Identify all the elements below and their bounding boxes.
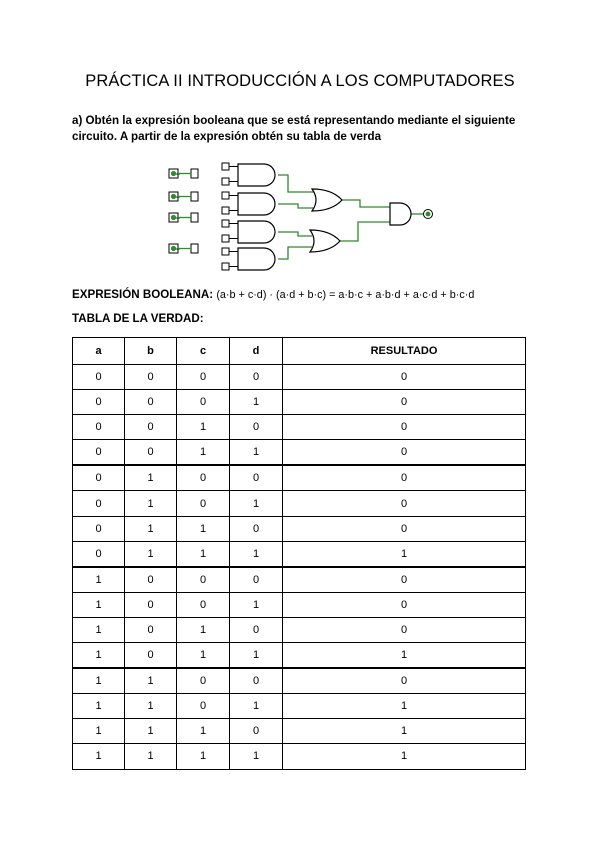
- table-cell-a: 1: [73, 567, 125, 593]
- table-cell-d: 0: [230, 668, 283, 694]
- table-cell-b: 1: [125, 694, 177, 719]
- and-gate-2: [238, 193, 275, 215]
- table-row: [73, 541, 526, 567]
- input-pin-c: [169, 213, 198, 222]
- table-cell-d: 0: [230, 465, 283, 491]
- input-pin-d: [169, 244, 198, 253]
- input-pins: [169, 169, 198, 253]
- table-cell-b: 1: [125, 668, 177, 694]
- table-cell-a: 1: [73, 592, 125, 617]
- table-row: [73, 744, 526, 769]
- table-cell-d: 1: [230, 440, 283, 466]
- table-cell-d: 1: [230, 592, 283, 617]
- truth-table-header-row: [73, 338, 526, 365]
- table-cell-c: 0: [177, 465, 230, 491]
- table-row: [73, 516, 526, 541]
- table-row: [73, 440, 526, 466]
- and-gate-4: [238, 248, 275, 270]
- table-cell-resultado: 1: [283, 541, 526, 567]
- table-cell-c: 1: [177, 719, 230, 744]
- table-cell-c: 1: [177, 440, 230, 466]
- table-cell-d: 0: [230, 567, 283, 593]
- table-row: [73, 465, 526, 491]
- table-cell-c: 0: [177, 491, 230, 516]
- table-row: [73, 668, 526, 694]
- table-cell-resultado: 0: [283, 415, 526, 440]
- table-cell-b: 0: [125, 643, 177, 669]
- table-cell-resultado: 1: [283, 719, 526, 744]
- table-cell-a: 0: [73, 465, 125, 491]
- table-cell-a: 0: [73, 491, 125, 516]
- logic-circuit-diagram: [160, 156, 450, 276]
- table-cell-resultado: 0: [283, 668, 526, 694]
- table-cell-resultado: 0: [283, 390, 526, 415]
- table-cell-a: 0: [73, 516, 125, 541]
- table-cell-resultado: 0: [283, 617, 526, 642]
- boolean-expression: [72, 288, 474, 301]
- table-cell-resultado: 0: [283, 491, 526, 516]
- table-cell-b: 0: [125, 415, 177, 440]
- table-cell-b: 1: [125, 491, 177, 516]
- table-cell-b: 0: [125, 567, 177, 593]
- header-c: c: [177, 338, 230, 365]
- input-pin-a: [169, 169, 198, 178]
- table-cell-resultado: 0: [283, 516, 526, 541]
- table-cell-b: 1: [125, 516, 177, 541]
- table-cell-c: 0: [177, 365, 230, 390]
- table-cell-c: 0: [177, 668, 230, 694]
- table-row: [73, 694, 526, 719]
- question-text: a) Obtén la expresión booleana que se está representando mediante el siguiente circuito. A partir de la expresión obtén su tabla de verda: [72, 114, 516, 143]
- table-cell-d: 0: [230, 617, 283, 642]
- table-cell-c: 1: [177, 516, 230, 541]
- table-cell-a: 0: [73, 390, 125, 415]
- truth-table-body: [73, 365, 526, 770]
- table-cell-b: 0: [125, 390, 177, 415]
- table-cell-resultado: 1: [283, 694, 526, 719]
- output-pin: [424, 210, 433, 219]
- table-row: [73, 617, 526, 642]
- header-resultado: RESULTADO: [283, 338, 526, 365]
- header-b: b: [125, 338, 177, 365]
- table-cell-resultado: 1: [283, 643, 526, 669]
- table-cell-d: 1: [230, 694, 283, 719]
- truth-table-title: TABLA DE LA VERDAD:: [72, 312, 204, 325]
- table-cell-a: 1: [73, 668, 125, 694]
- page-title: PRÁCTICA II INTRODUCCIÓN A LOS COMPUTADORES: [85, 72, 515, 90]
- table-cell-a: 1: [73, 617, 125, 642]
- table-cell-a: 1: [73, 694, 125, 719]
- table-cell-a: 1: [73, 744, 125, 769]
- table-cell-c: 0: [177, 567, 230, 593]
- table-cell-resultado: 0: [283, 592, 526, 617]
- table-row: [73, 643, 526, 669]
- table-cell-d: 0: [230, 365, 283, 390]
- truth-table: [72, 337, 526, 770]
- expression-label: EXPRESIÓN BOOLEANA:: [72, 288, 214, 301]
- table-cell-a: 0: [73, 415, 125, 440]
- table-cell-a: 1: [73, 643, 125, 669]
- table-cell-b: 1: [125, 541, 177, 567]
- table-cell-c: 1: [177, 415, 230, 440]
- table-cell-c: 1: [177, 541, 230, 567]
- final-and-gate: [390, 203, 411, 225]
- table-cell-d: 1: [230, 491, 283, 516]
- circuit-wires: [174, 174, 424, 259]
- table-cell-c: 0: [177, 592, 230, 617]
- and-gate-3: [238, 221, 275, 243]
- table-cell-resultado: 1: [283, 744, 526, 769]
- table-row: [73, 390, 526, 415]
- table-cell-resultado: 0: [283, 440, 526, 466]
- table-row: [73, 719, 526, 744]
- table-row: [73, 491, 526, 516]
- table-cell-d: 0: [230, 415, 283, 440]
- table-cell-b: 1: [125, 744, 177, 769]
- header-a: a: [73, 338, 125, 365]
- table-cell-d: 1: [230, 643, 283, 669]
- table-cell-c: 0: [177, 390, 230, 415]
- table-row: [73, 567, 526, 593]
- table-cell-d: 1: [230, 541, 283, 567]
- table-cell-b: 0: [125, 440, 177, 466]
- or-gate-1: [312, 189, 342, 211]
- expression-value: (a·b + c·d) · (a·d + b·c) = a·b·c + a·b·d + a·c·d + b·c·d: [216, 289, 475, 301]
- and-gate-1: [238, 164, 275, 186]
- or-gate-2: [310, 230, 340, 252]
- table-cell-c: 1: [177, 744, 230, 769]
- table-cell-d: 1: [230, 390, 283, 415]
- table-cell-resultado: 0: [283, 365, 526, 390]
- table-cell-b: 1: [125, 719, 177, 744]
- table-cell-c: 1: [177, 643, 230, 669]
- or-gates: [310, 189, 342, 252]
- and-gates: [238, 164, 275, 270]
- table-cell-c: 0: [177, 694, 230, 719]
- table-row: [73, 415, 526, 440]
- table-row: [73, 592, 526, 617]
- table-cell-resultado: 0: [283, 567, 526, 593]
- table-cell-resultado: 0: [283, 465, 526, 491]
- table-cell-a: 0: [73, 440, 125, 466]
- table-cell-a: 1: [73, 719, 125, 744]
- table-cell-b: 1: [125, 465, 177, 491]
- table-cell-a: 0: [73, 541, 125, 567]
- table-cell-c: 1: [177, 617, 230, 642]
- table-cell-d: 0: [230, 516, 283, 541]
- table-cell-b: 0: [125, 617, 177, 642]
- table-cell-d: 0: [230, 719, 283, 744]
- input-pin-b: [169, 192, 198, 201]
- table-cell-b: 0: [125, 592, 177, 617]
- table-cell-a: 0: [73, 365, 125, 390]
- table-cell-b: 0: [125, 365, 177, 390]
- table-cell-d: 1: [230, 744, 283, 769]
- table-row: [73, 365, 526, 390]
- header-d: d: [230, 338, 283, 365]
